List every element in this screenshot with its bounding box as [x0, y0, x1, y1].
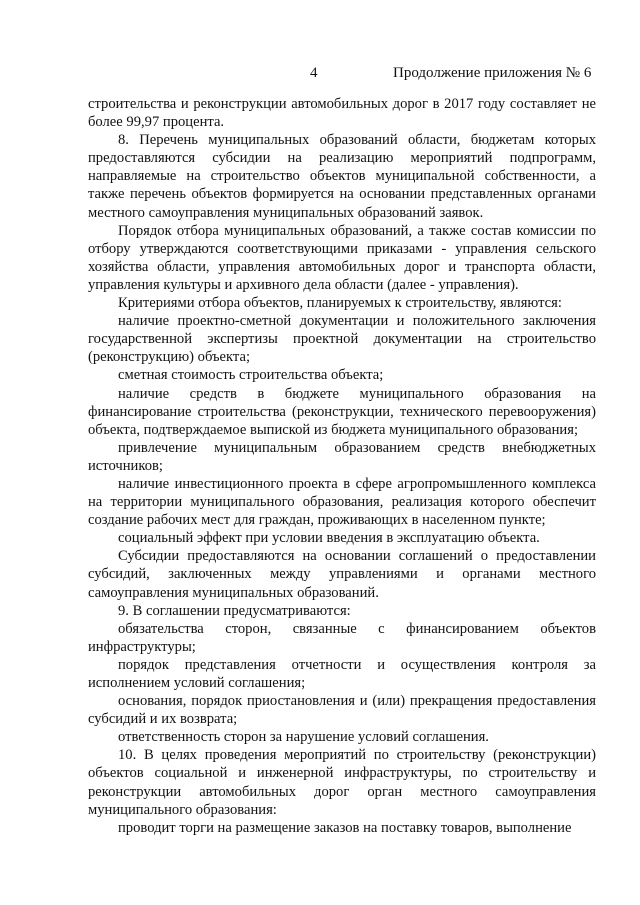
paragraph: Порядок отбора муниципальных образований, а также состав комиссии по отбору утверждаются соответствующими приказами - управления сельского хозяйства области, управления автомобильных дорог и транспорта области, управления культуры и архивного дела области (далее - управления).: [88, 222, 596, 293]
paragraph: наличие проектно-сметной документации и положительного заключения государственной экспертизы проектной документации на строительство (реконструкцию) объекта;: [88, 313, 596, 366]
paragraph: 10. В целях проведения мероприятий по строительству (реконструкции) объектов социальной и инженерной инфраструктуры, по строительству и реконструкции автомобильных дорог орган местного самоуправления муниципального образования:: [88, 747, 596, 818]
paragraph: 8. Перечень муниципальных образований области, бюджетам которых предоставляются субсидии на реализацию мероприятий подпрограмм, направляемые на строительство объектов муниципальной собственности, а также перечень объектов формируется на основании представленных органами местного самоуправления муниципальных образований заявок.: [88, 132, 596, 221]
paragraph: строительства и реконструкции автомобильных дорог в 2017 году составляет не более 99,97 процента.: [88, 96, 596, 131]
paragraph: привлечение муниципальным образованием средств внебюджетных источников;: [88, 439, 596, 474]
paragraph: проводит торги на размещение заказов на поставку товаров, выполнение: [118, 819, 572, 836]
paragraph: ответственность сторон за нарушение условий соглашения.: [118, 729, 489, 746]
paragraph: Субсидии предоставляются на основании соглашений о предоставлении субсидий, заключенных между управлениями и органами местного самоуправления муниципальных образований.: [88, 548, 596, 601]
continuation-header: Продолжение приложения № 6: [393, 65, 592, 81]
paragraph: сметная стоимость строительства объекта;: [118, 367, 384, 384]
paragraph: наличие инвестиционного проекта в сфере агропромышленного комплекса на территории муниципального образования, реализация которого обеспечит создание рабочих мест для граждан, проживающих в населенном пункте;: [88, 475, 596, 529]
paragraph: основания, порядок приостановления и (или) прекращения предоставления субсидий и их возврата;: [88, 693, 596, 728]
paragraph: обязательства сторон, связанные с финансированием объектов инфраструктуры;: [88, 620, 596, 655]
document-body: [88, 95, 596, 837]
paragraph: наличие средств в бюджете муниципального образования на финансирование строительства (реконструкции, технического перевооружения) объекта, подтверждаемое выпиской из бюджета муниципального образования;: [88, 385, 596, 438]
paragraph: 9. В соглашении предусматриваются:: [118, 602, 351, 619]
paragraph: социальный эффект при условии введения в эксплуатацию объекта.: [118, 530, 540, 547]
paragraph: Критериями отбора объектов, планируемых к строительству, являются:: [118, 295, 562, 312]
paragraph: порядок представления отчетности и осуществления контроля за исполнением условий соглашения;: [88, 656, 596, 691]
page-number: 4: [310, 65, 318, 81]
